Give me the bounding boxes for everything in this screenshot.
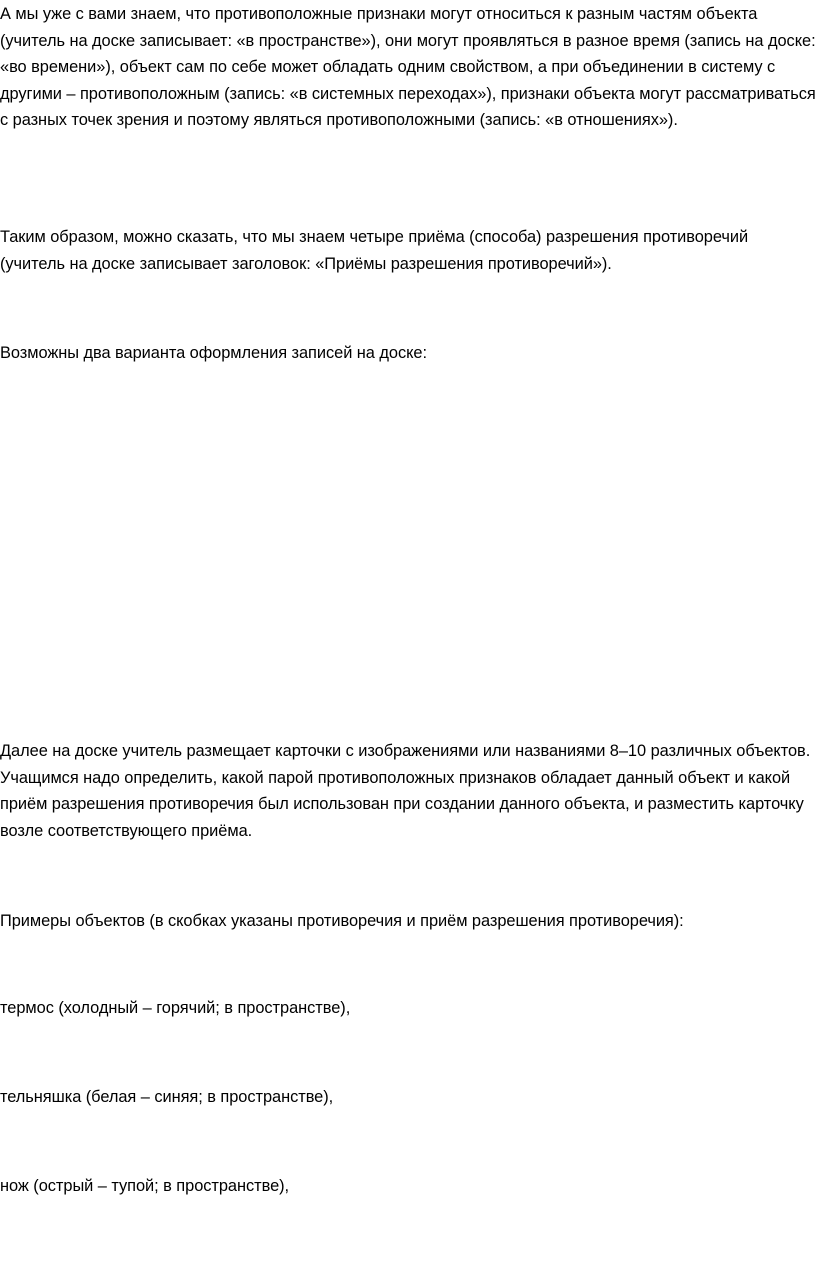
example-item-thermos: термос (холодный – горячий; в пространстве), <box>0 999 351 1017</box>
example-item-telnyashka: тельняшка (белая – синяя; в пространстве), <box>0 1088 334 1106</box>
example-item-knife: нож (острый – тупой; в пространстве), <box>0 1177 290 1195</box>
paragraph-board-variants: Возможны два варианта оформления записей на доске: <box>0 344 427 362</box>
paragraph-examples-intro: Примеры объектов (в скобках указаны противоречия и приём разрешения противоречия): <box>0 912 684 930</box>
paragraph-cards-task: Далее на доске учитель размещает карточки с изображениями или названиями 8–10 различных объектов. Учащимся надо определить, какой парой противоположных признаков обладает данный объект и какой приём разрешения противоречия был использован при создании данного объекта, и разместить карточку возле соответствующего приёма. <box>0 742 811 840</box>
paragraph-four-techniques: Таким образом, можно сказать, что мы знаем четыре приёма (способа) разрешения противоречий (учитель на доске записывает заголовок: «Приёмы разрешения противоречий»). <box>0 228 749 273</box>
paragraph-contradiction-types: А мы уже с вами знаем, что противоположные признаки могут относиться к разным частям объекта (учитель на доске записывает: «в пространстве»), они могут проявляться в разное время (запись на доске: «во времени»), объект сам по себе может обладать одним свойством, а при объединении в систему с другими – противоположным (запись: «в системных переходах»), признаки объекта могут рассматриваться с разных точек зрения и поэтому являться противоположными (запись: «в отношениях»). <box>0 5 816 129</box>
